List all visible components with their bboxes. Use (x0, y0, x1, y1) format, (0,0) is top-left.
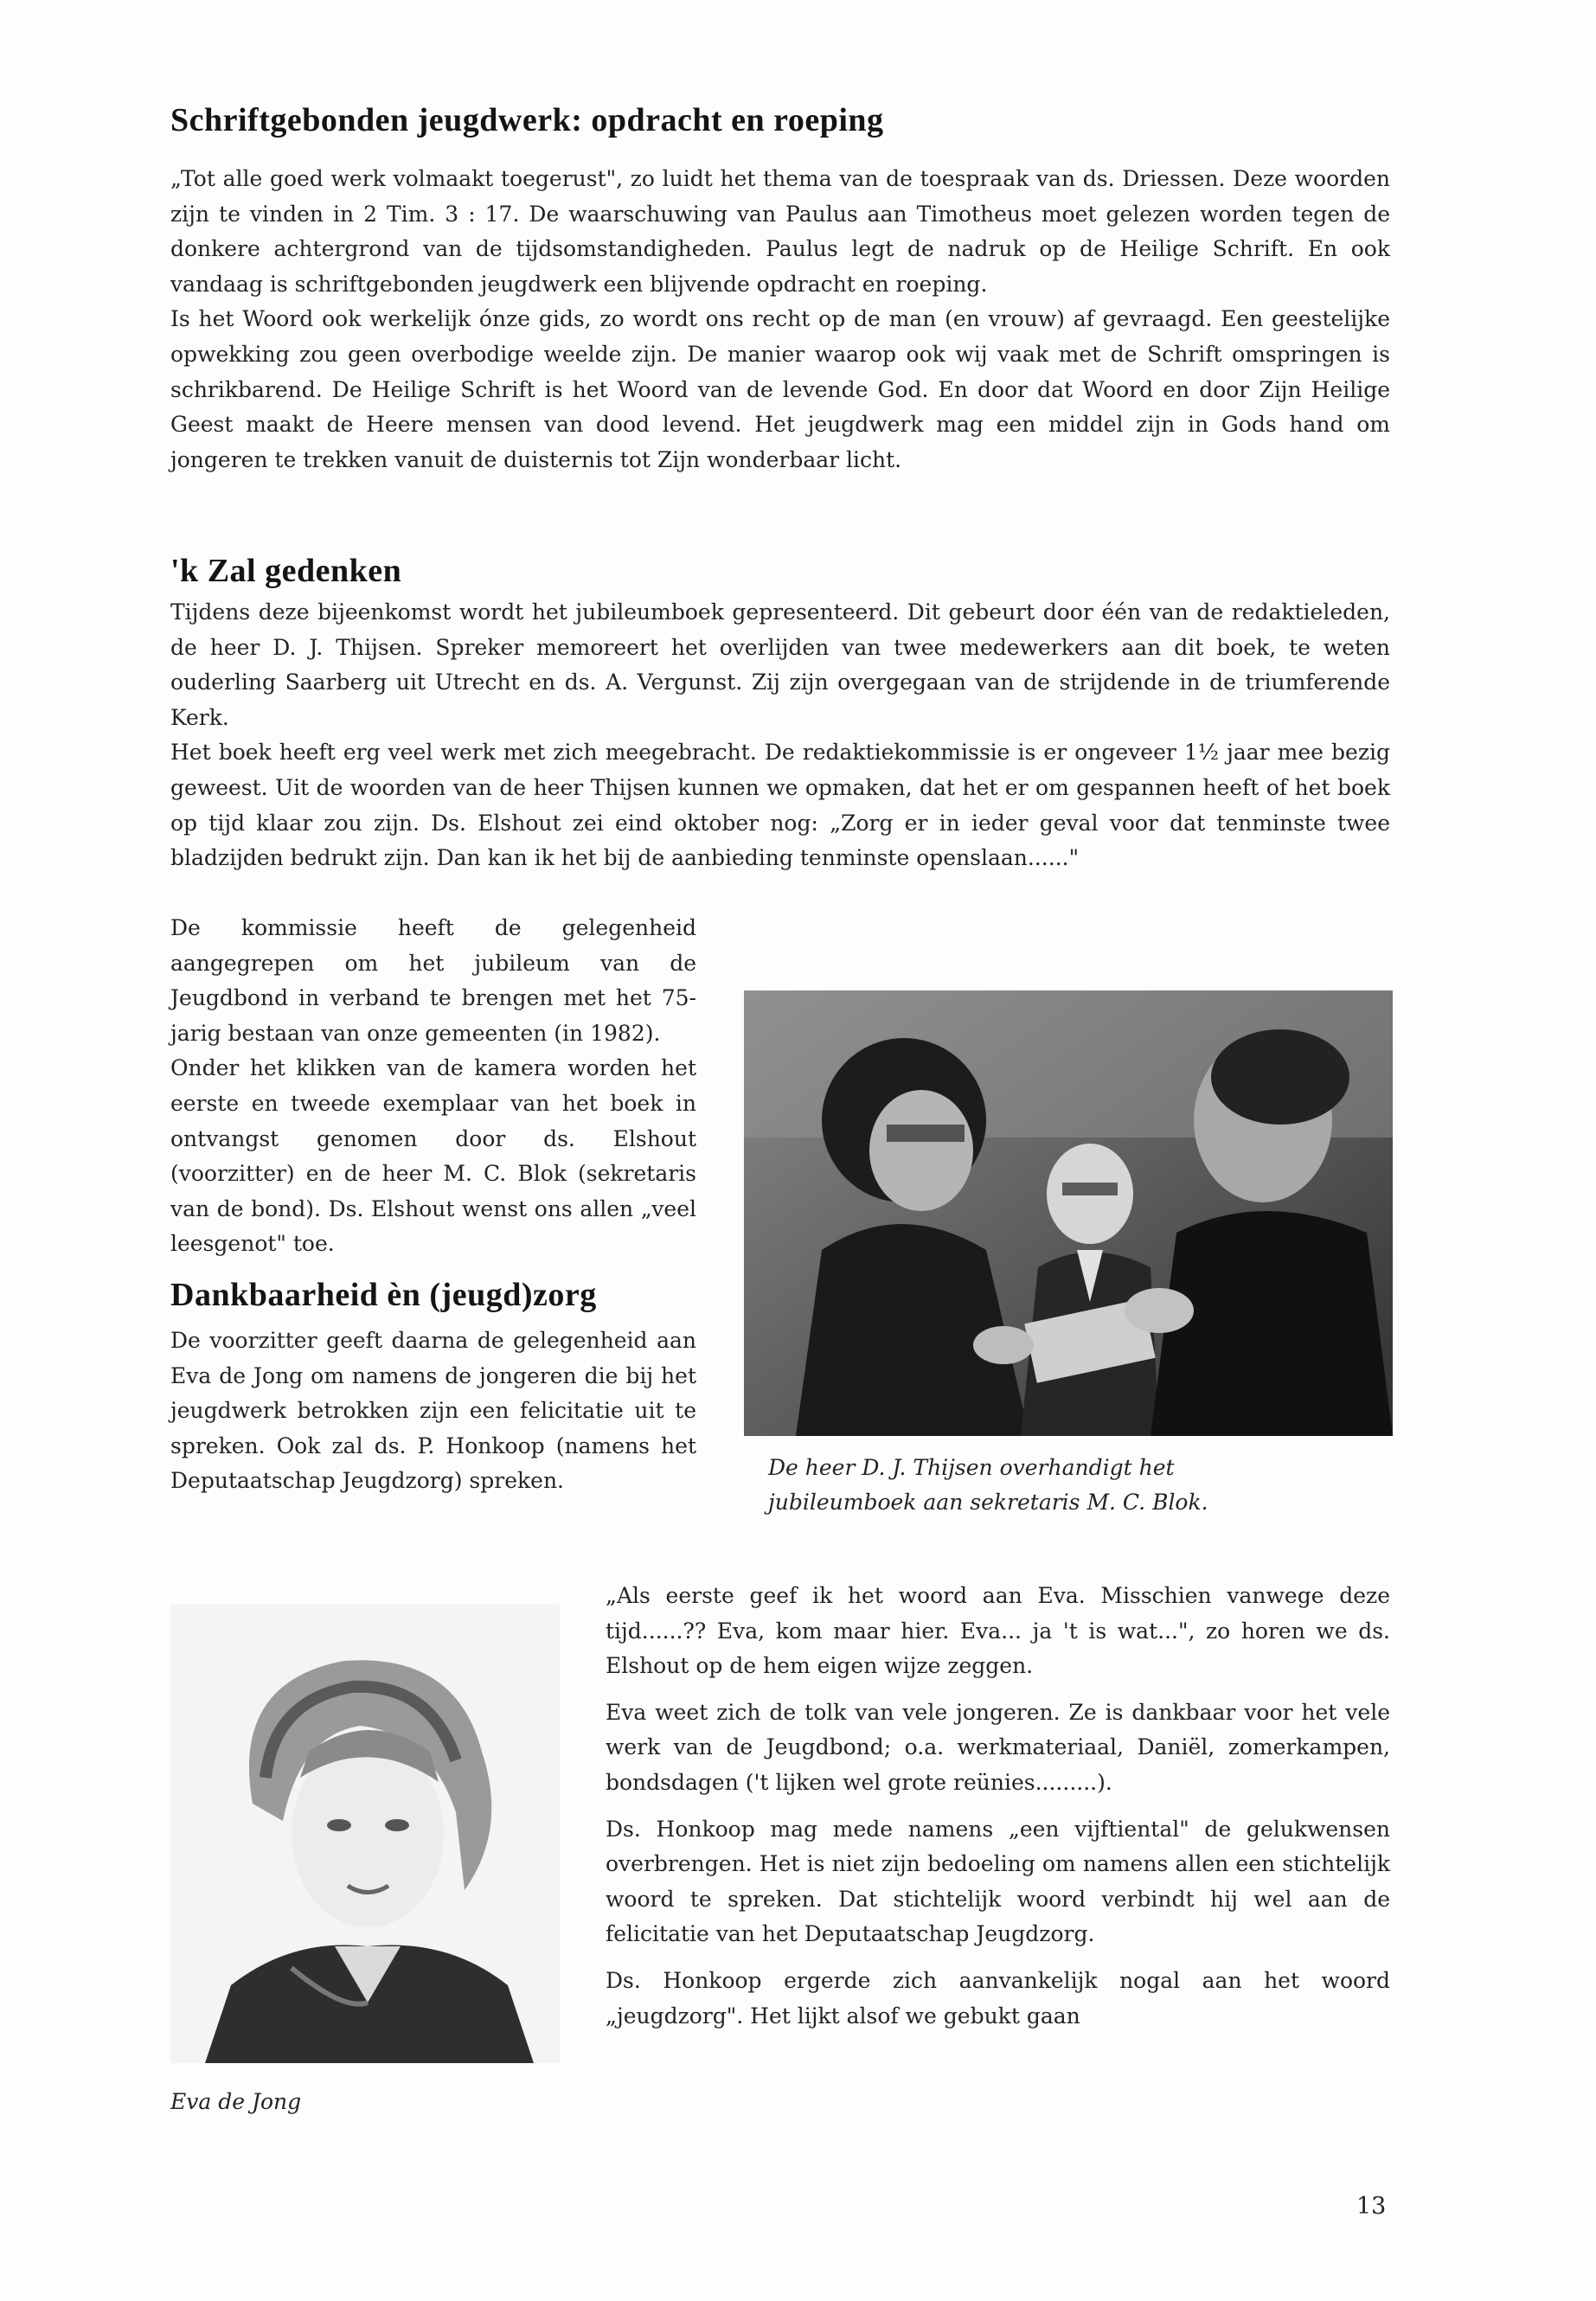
paragraph: Is het Woord ook werkelijk ónze gids, zo wordt ons recht op de man (en vrouw) af gevraagd. Een geestelijke opwekking zou geen overbodige weelde zijn. De manier waarop ook wij vaak met de Schrift omspringen is schrikbarend. De Heilige Schrift is het Woord van de levende God. En door dat Woord en door Zijn Heilige Geest maakt de Heere mensen van dood levend. Het jeugdwerk mag een middel zijn in Gods hand om jongeren te trekken vanuit de duisternis tot Zijn wonderbaar licht. (170, 306, 1390, 472)
caption-line: De heer D. J. Thijsen overhandigt het (768, 1455, 1175, 1480)
photo-book-handover-caption (768, 1451, 1391, 1520)
paragraph: Het boek heeft erg veel werk met zich meegebracht. De redaktiekommissie is er ongeveer 1½ jaar mee bezig geweest. Uit de woorden van de heer Thijsen kunnen we opmaken, dat het er om gespannen heeft of het boek op tijd klaar zou zijn. Ds. Elshout zei eind oktober nog: „Zorg er in ieder geval voor dat tenminste twee bladzijden bedrukt zijn. Dan kan ik het bij de aanbieding tenminste openslaan......" (170, 740, 1390, 871)
paragraph: Ds. Honkoop mag mede namens „een vijftiental" de gelukwensen overbrengen. Het is niet zijn bedoeling om namens allen een stichtelijk woord te spreken. Dat stichtelijk woord verbindt hij wel aan de felicitatie van het Deputaatschap Jeugdzorg. (606, 1816, 1390, 1947)
paragraph: Ds. Honkoop ergerde zich aanvankelijk nogal aan het woord „jeugdzorg". Het lijkt alsof we gebukt gaan (606, 1967, 1390, 2029)
paragraph: Eva weet zich de tolk van vele jongeren. Ze is dankbaar voor het vele werk van de Jeugdbond; o.a. werkmateriaal, Daniël, zomerkampen, bondsdagen ('t lijken wel grote reünies.........). (606, 1699, 1390, 1795)
paragraph: Tijdens deze bijeenkomst wordt het jubileumboek gepresenteerd. Dit gebeurt door één van de redaktieleden, de heer D. J. Thijsen. Spreker memoreert het overlijden van twee medewerkers aan dit boek, te weten ouderling Saarberg uit Utrecht en ds. A. Vergunst. Zij zijn overgegaan van de strijdende in de triumferende Kerk. (170, 599, 1390, 730)
paragraph: Onder het klikken van de kamera worden het eerste en tweede exemplaar van het boek in ontvangst genomen door ds. Elshout (voorzitter) en de heer M. C. Blok (sekretaris van de bond). Ds. Elshout wenst ons allen „veel leesgenot" toe. (170, 1055, 696, 1257)
section-body-zal-gedenken-full (170, 595, 1390, 876)
section-body-zal-gedenken-narrow (170, 911, 696, 1262)
photo-book-handover (744, 990, 1393, 1436)
photo-eva-de-jong-caption: Eva de Jong (170, 2089, 302, 2114)
section-heading-dankbaarheid: Dankbaarheid èn (jeugd)zorg (170, 1277, 597, 1313)
photo-eva-de-jong (170, 1605, 560, 2063)
paragraph: „Tot alle goed werk volmaakt toegerust", zo luidt het thema van de toespraak van ds. Driessen. Deze woorden zijn te vinden in 2 Tim. 3 : 17. De waarschuwing van Paulus aan Timotheus moet gelezen worden tegen de donkere achtergrond van de tijdsomstandigheden. Paulus legt de nadruk op de Heilige Schrift. En ook vandaag is schriftgebonden jeugdwerk een blijvende opdracht en roeping. (170, 166, 1390, 297)
paragraph: De voorzitter geeft daarna de gelegenheid aan Eva de Jong om namens de jongeren die bij het jeugdwerk betrokken zijn een felicitatie uit te spreken. Ook zal ds. P. Honkoop (namens het Deputaatschap Jeugdzorg) spreken. (170, 1328, 696, 1494)
section-heading-zal-gedenken: 'k Zal gedenken (170, 553, 402, 589)
paragraph: „Als eerste geef ik het woord aan Eva. Misschien vanwege deze tijd......?? Eva, kom maar hier. Eva... ja 't is wat...", zo horen we ds. Elshout op de hem eigen wijze zeggen. (606, 1583, 1390, 1679)
section-body-schriftgebonden (170, 162, 1390, 478)
section-body-dankbaarheid (170, 1324, 696, 1499)
section-heading-schriftgebonden: Schriftgebonden jeugdwerk: opdracht en roeping (170, 102, 884, 138)
photo-eva-de-jong-image (170, 1605, 560, 2063)
right-column-body (606, 1579, 1390, 2034)
paragraph: De kommissie heeft de gelegenheid aangegrepen om het jubileum van de Jeugdbond in verband te brengen met het 75-jarig bestaan van onze gemeenten (in 1982). (170, 915, 696, 1046)
page-number: 13 (1356, 2193, 1387, 2220)
caption-line: jubileumboek aan sekretaris M. C. Blok. (768, 1490, 1208, 1515)
photo-book-handover-image (744, 990, 1393, 1436)
